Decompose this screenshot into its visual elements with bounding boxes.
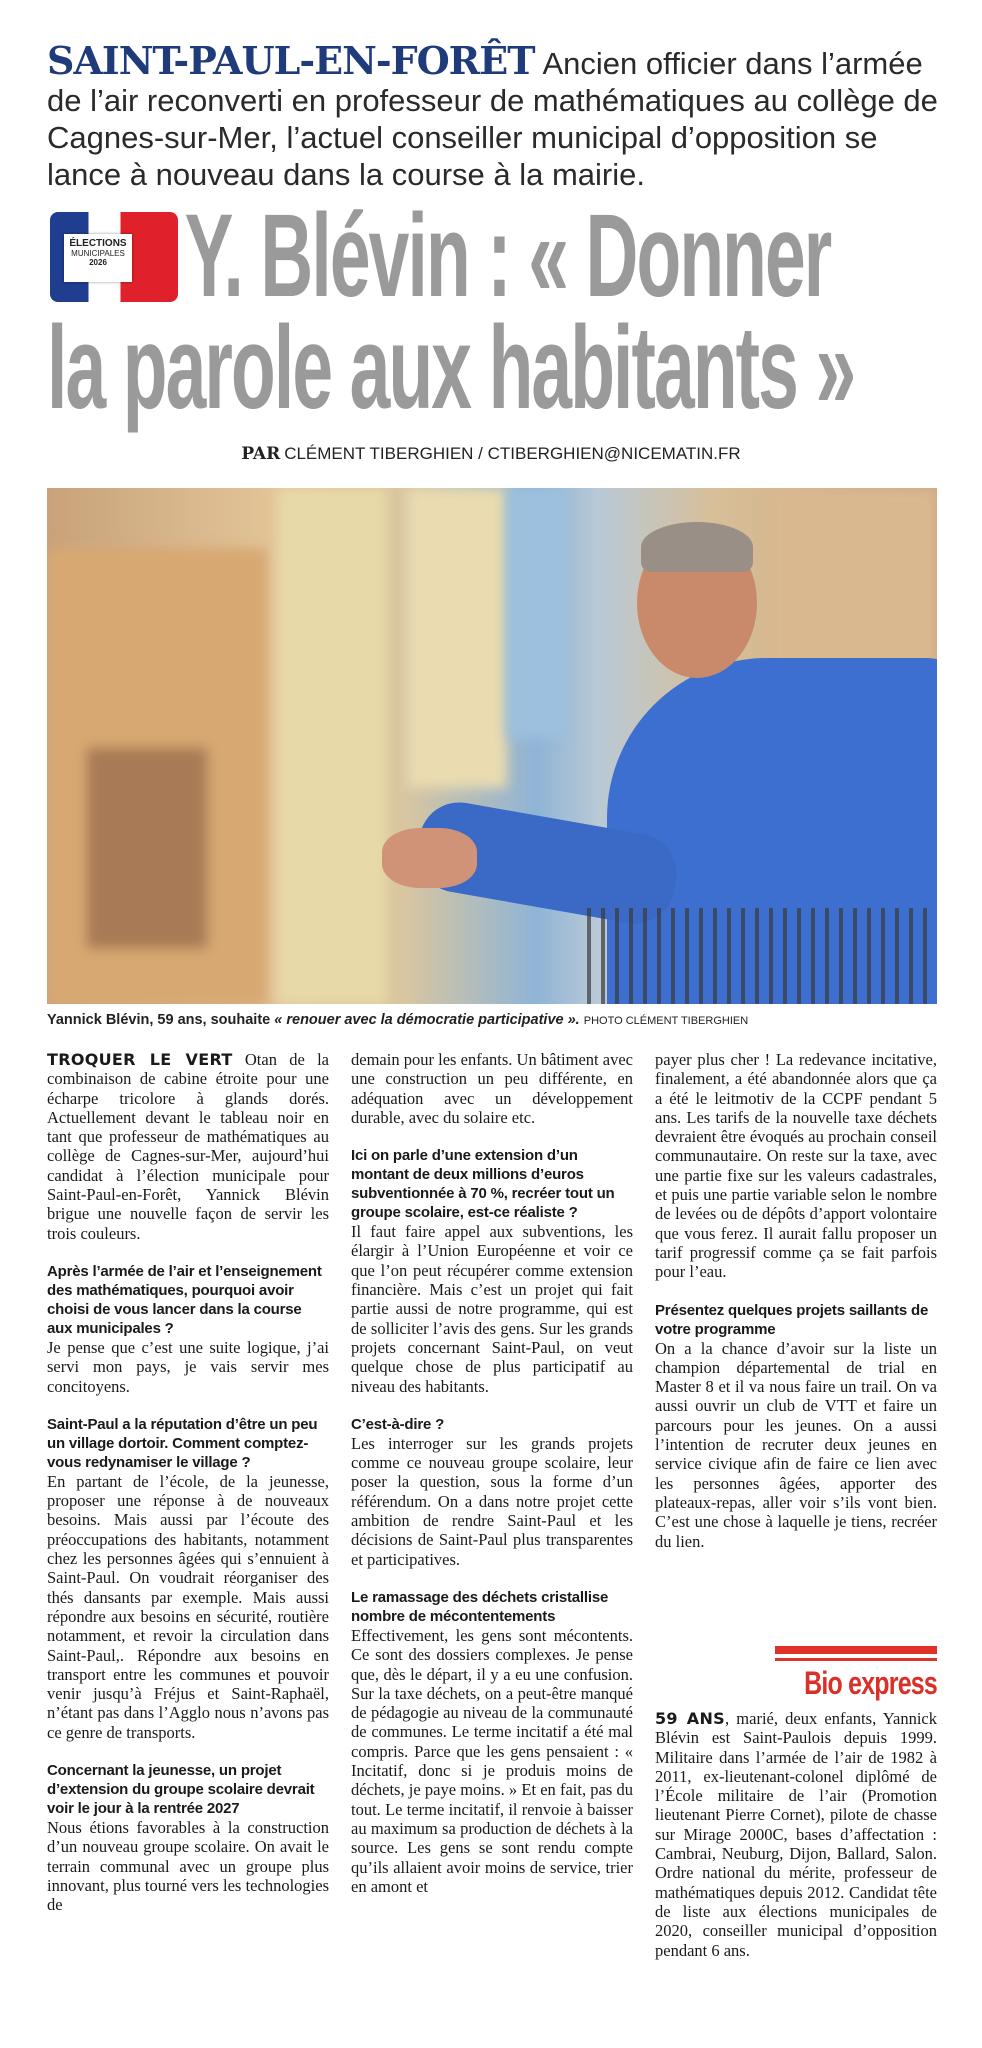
question: Ici on parle d’une extension d’un montant de deux millions d’euros subventionnée à 70 %, recréer tout un groupe scolaire, est-ce réaliste ? [351, 1147, 615, 1222]
photo-credit: PHOTO CLÉMENT TIBERGHIEN [583, 1015, 749, 1027]
headline-line1: Y. Blévin : « Donner [184, 190, 831, 322]
question: Le ramassage des déchets cristallise nombre de mécontentements [351, 1588, 609, 1625]
answer: Je pense que c’est une suite logique, j’ai servi mon pays, je vais servir mes concitoyens. [47, 1337, 329, 1396]
headline-line2: la parole aux habitants » [47, 302, 855, 434]
answer: demain pour les enfants. Un bâtiment avec une construction un peu différente, en adéquation avec un développement durable, avec du solaire etc. [351, 1050, 633, 1127]
byline-author: CLÉMENT TIBERGHIEN / CTIBERGHIEN@NICEMATIN.FR [284, 444, 741, 463]
bio-rule-thin [775, 1658, 937, 1661]
answer: Effectivement, les gens sont mécontents. Ce sont des dossiers complexes. Je pense que, dès le départ, il y a eu une confusion. Sur la taxe déchets, on a peut-être manqué de pédagogie au niveau de la communauté de communes. Le terme incitatif a été mal compris. Parce que les gens pensaient : « Incitatif, donc si je produis moins de déchets, je paye moins. » Et en fait, pas du tout. Le terme incitatif, il renvoie à baisser au maximum sa production de déchets à la source. Les gens se sont rendu compte qu’ils allaient avoir moins de service, trier en amont et [351, 1625, 633, 1896]
bio-text [655, 1709, 937, 1960]
intro-text: Otan de la combinaison de cabine étroite pour une écharpe tricolore à glands dorés. Actuellement devant le tableau noir en tant que professeur de mathématiques au collège de Cagnes-sur-Mer, aujourd’hui candidat à l’élection municipale pour Saint-Paul-en-Forêt, Yannick Blévin brigue une nouvelle façon de servir les trois couleurs. [47, 1050, 329, 1243]
column-3 [655, 1050, 937, 1551]
caption-text: Yannick Blévin, 59 ans, souhaite [47, 1012, 271, 1028]
question: C’est-à-dire ? [351, 1415, 445, 1433]
answer: payer plus cher ! La redevance incitative, finalement, a été abandonnée alors que ça a été le leitmotiv de la CCPF pendant 5 ans. Les tarifs de la nouvelle taxe déchets devraient être évoqués au prochain conseil communautaire. On reste sur la taxe, avec une partie fixe sur les valeurs cadastrales, et puis une partie variable selon le nombre de levées ou de dépôts d’apport volontaire que vous ferez. Il aurait fallu proposer un tarif progressif comme ça se fait parfois pour l’eau. [655, 1050, 937, 1282]
location-label: SAINT-PAUL-EN-FORÊT [47, 38, 535, 83]
photo-caption [47, 1012, 748, 1028]
bio-rule [775, 1646, 937, 1654]
logo-line2: MUNICIPALES [71, 249, 125, 258]
lead-in: TROQUER LE VERT [47, 1050, 233, 1069]
answer: Il faut faire appel aux subventions, les élargir à l’Union Européenne et voir ce que l’on peut récupérer comme extension financière. Mais c’est un projet qui fait partie aussi de notre programme, qui est de solliciter l’avis des gens. Sur les grands projets concernant Saint-Paul, on veut quelque chose de plus participatif au niveau des habitants. [351, 1222, 633, 1396]
answer: On a la chance d’avoir sur la liste un champion départemental de trial en Master 8 et il va nous faire un trail. On va aussi ouvrir un club de VTT et faire un parcours pour les jeunes. On a aussi l’intention de recruter deux jeunes en service civique afin de faire ce lien avec les personnes âgées, apporter des plateaux-repas, aller voir s’ils vont bien. C’est une chose à laquelle je tiens, recréer du lien. [655, 1338, 937, 1551]
caption-quote: « renouer avec la démocratie participative ». [274, 1012, 580, 1028]
bio-body: , marié, deux enfants, Yannick Blévin est Saint-Paulois depuis 1999. Militaire dans l’armée de l’air de 1982 à 2011, ex-lieutenant-colonel diplômé de l’École militaire de l’air (Promotion lieutenant Pierre Cornet), pilote de chasse sur Mirage 2000C, bases d’affectation : Cambrai, Neuburg, Dijon, Ballard, Salon. Ordre national du mérite, professeur de mathématiques depuis 2012. Candidat tête de liste aux élections municipales de 2020, conseiller municipal d’opposition pendant 6 ans. [655, 1709, 938, 1960]
intro-paragraph [47, 1050, 329, 1243]
logo-line3: 2026 [89, 258, 107, 267]
column-2 [351, 1050, 633, 1896]
bio-lead: 59 ANS [655, 1709, 725, 1728]
standfirst [47, 38, 947, 193]
column-1 [47, 1050, 329, 1915]
standfirst-text: Ancien officier dans l’armée de l’air reconverti en professeur de mathématiques au collège de Cagnes-sur-Mer, l’actuel conseiller municipal d’opposition se lance à nouveau dans la course à la mairie. [47, 46, 938, 192]
question: Concernant la jeunesse, un projet d’extension du groupe scolaire devrait voir le jour à la rentrée 2027 [47, 1762, 315, 1818]
logo-line1: ÉLECTIONS [69, 238, 127, 249]
answer: Nous étions favorables à la construction d’un nouveau groupe scolaire. On avait le terrain communal avec un groupe plus innovant, plus tourné vers les technologies de [47, 1818, 329, 1915]
answer: En partant de l’école, de la jeunesse, proposer une réponse à de nouveaux besoins. Mais aussi par l’écoute des préoccupations des habitants, notamment chez les personnes âgées qui s’ennuient à Saint-Paul. On voudrait réorganiser des thés dansants par exemple. Mais aussi répondre aux besoins en sécurité, routière notamment, et revoir la circulation dans Saint-Paul,. Répondre aux besoins en transport entre les communes et pouvoir venir jusqu’à Fréjus et Saint-Raphaël, n’étant pas dans l’Agglo nous n’avons pas ce genre de transports. [47, 1471, 329, 1742]
bio-express-box [655, 1646, 937, 1960]
bio-title: Bio express [804, 1665, 937, 1701]
byline [0, 444, 982, 464]
headline [47, 190, 915, 434]
question: Après l’armée de l’air et l’enseignement des mathématiques, pourquoi avoir choisi de vous lancer dans la course aux municipales ? [47, 1262, 322, 1337]
answer: Les interroger sur les grands projets comme ce nouveau groupe scolaire, leur poser la question, sous la forme d’un référendum. On a dans notre projet cette ambition de rendre Saint-Paul et les décisions de Saint-Paul plus transparentes et participatives. [351, 1433, 633, 1569]
question: Présentez quelques projets saillants de votre programme [655, 1301, 929, 1338]
portrait-photo [47, 488, 937, 1004]
byline-par: PAR [241, 444, 281, 464]
question: Saint-Paul a la réputation d’être un peu un village dortoir. Comment comptez-vous redynamiser le village ? [47, 1415, 318, 1471]
